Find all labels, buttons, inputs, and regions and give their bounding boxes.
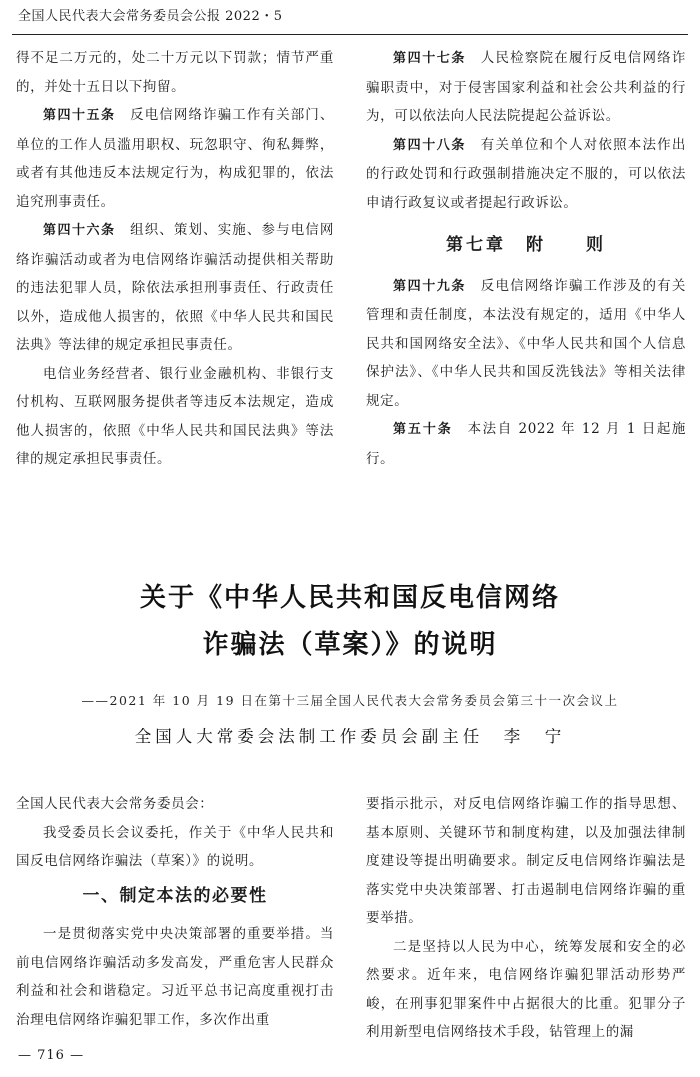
journal-header: 全国人民代表大会常务委员会公报 2022・5 [18,9,283,24]
paragraph-text: 一是贯彻落实党中央决策部署的重要举措。当前电信网络诈骗活动多发高发，严重危害人民群众利益和社会和谐稳定。习近平总书记高度重视打击治理电信网络诈骗犯罪工作，多次作出重 [16,926,334,1028]
header-rule [12,34,688,35]
paragraph-text: 得不足二万元的，处二十万元以下罚款；情节严重的，并处十五日以下拘留。 [16,50,334,95]
page-number: — 716 — [18,1048,85,1063]
paragraph [366,790,686,933]
paragraph-text: 人民检察院在履行反电信网络诈骗职责中，对于侵害国家利益和社会公共利益的行为，可以依法向人民法院提起公益诉讼。 [366,50,686,124]
article-paragraph [366,272,686,416]
paragraph-text: 反电信网络诈骗工作有关部门、单位的工作人员滥用职权、玩忽职守、徇私舞弊，或者有其他违反本法规定行为，构成犯罪的，依法追究刑事责任。 [16,107,334,210]
paragraph [16,819,334,876]
paragraph [16,44,334,101]
section-heading: 一、制定本法的必要性 [82,885,268,906]
document-title-line-2: 诈骗法（草案）》的说明 [202,630,498,660]
article-paragraph [16,101,334,216]
document-author: 全国人大常委会法制工作委员会副主任 李 宁 [134,727,566,746]
paragraph-text: 全国人民代表大会常务委员会： [16,796,214,812]
paragraph-text: 有关单位和个人对依照本法作出的行政处罚和行政强制措施决定不服的，可以依法申请行政复议或者提起行政诉讼。 [366,136,686,211]
paragraph-text: 我受委员长会议委托，作关于《中华人民共和国反电信网络诈骗法（草案）》的说明。 [16,824,334,869]
paragraph-text: 本法自 2022 年 12 月 1 日起施行。 [366,421,686,467]
article-paragraph [16,216,334,360]
paragraph [366,933,686,1047]
paragraph-text: 反电信网络诈骗工作涉及的有关管理和责任制度，本法没有规定的，适用《中华人民共和国网络安全法》、《中华人民共和国个人信息保护法》、《中华人民共和国反洗钱法》等相关法律规定。 [366,277,686,409]
lower-right-column [366,790,686,1047]
document-title-line-1: 关于《中华人民共和国反电信网络 [139,583,560,613]
article-paragraph [366,415,686,473]
document-subtitle: ——2021 年 10 月 19 日在第十三届全国人民代表大会常务委员会第三十一次会议上 [81,693,619,708]
paragraph [16,920,334,1034]
upper-left-column [16,44,334,474]
article-paragraph [366,44,686,131]
article-label: 第四十九条 [393,278,467,294]
article-label: 第四十五条 [43,108,116,123]
chapter-heading: 第七章 附 则 [446,235,606,255]
paragraph-text: 组织、策划、实施、参与电信网络诈骗活动或者为电信网络诈骗活动提供相关帮助的违法犯罪人员，除依法承担刑事责任、行政责任以外，造成他人损害的，依照《中华人民共和国民法典》等法律的规定承担民事责任。 [16,222,334,353]
article-label: 第四十六条 [43,223,116,238]
article-label: 第四十七条 [393,51,467,66]
paragraph-text: 要指示批示，对反电信网络诈骗工作的指导思想、基本原则、关键环节和制度构建，以及加强法律制度建设等提出明确要求。制定反电信网络诈骗法是落实党中央决策部署、打击遏制电信网络诈骗的重要举措。 [366,796,686,926]
article-label: 第四十八条 [393,137,467,153]
article-label: 第五十条 [393,422,453,437]
paragraph [16,360,334,474]
paragraph-text: 二是坚持以人民为中心，统筹发展和安全的必然要求。近年来，电信网络诈骗犯罪活动形势严峻，在刑事犯罪案件中占据很大的比重。犯罪分子利用新型电信网络技术手段，钻管理上的漏 [366,938,686,1040]
article-paragraph [366,131,686,218]
lower-left-column [16,790,334,1034]
paragraph-text: 电信业务经营者、银行业金融机构、非银行支付机构、互联网服务提供者等违反本法规定，造成他人损害的，依照《中华人民共和国民法典》等法律的规定承担民事责任。 [16,365,334,467]
upper-right-column [366,44,686,473]
salutation [16,790,334,819]
